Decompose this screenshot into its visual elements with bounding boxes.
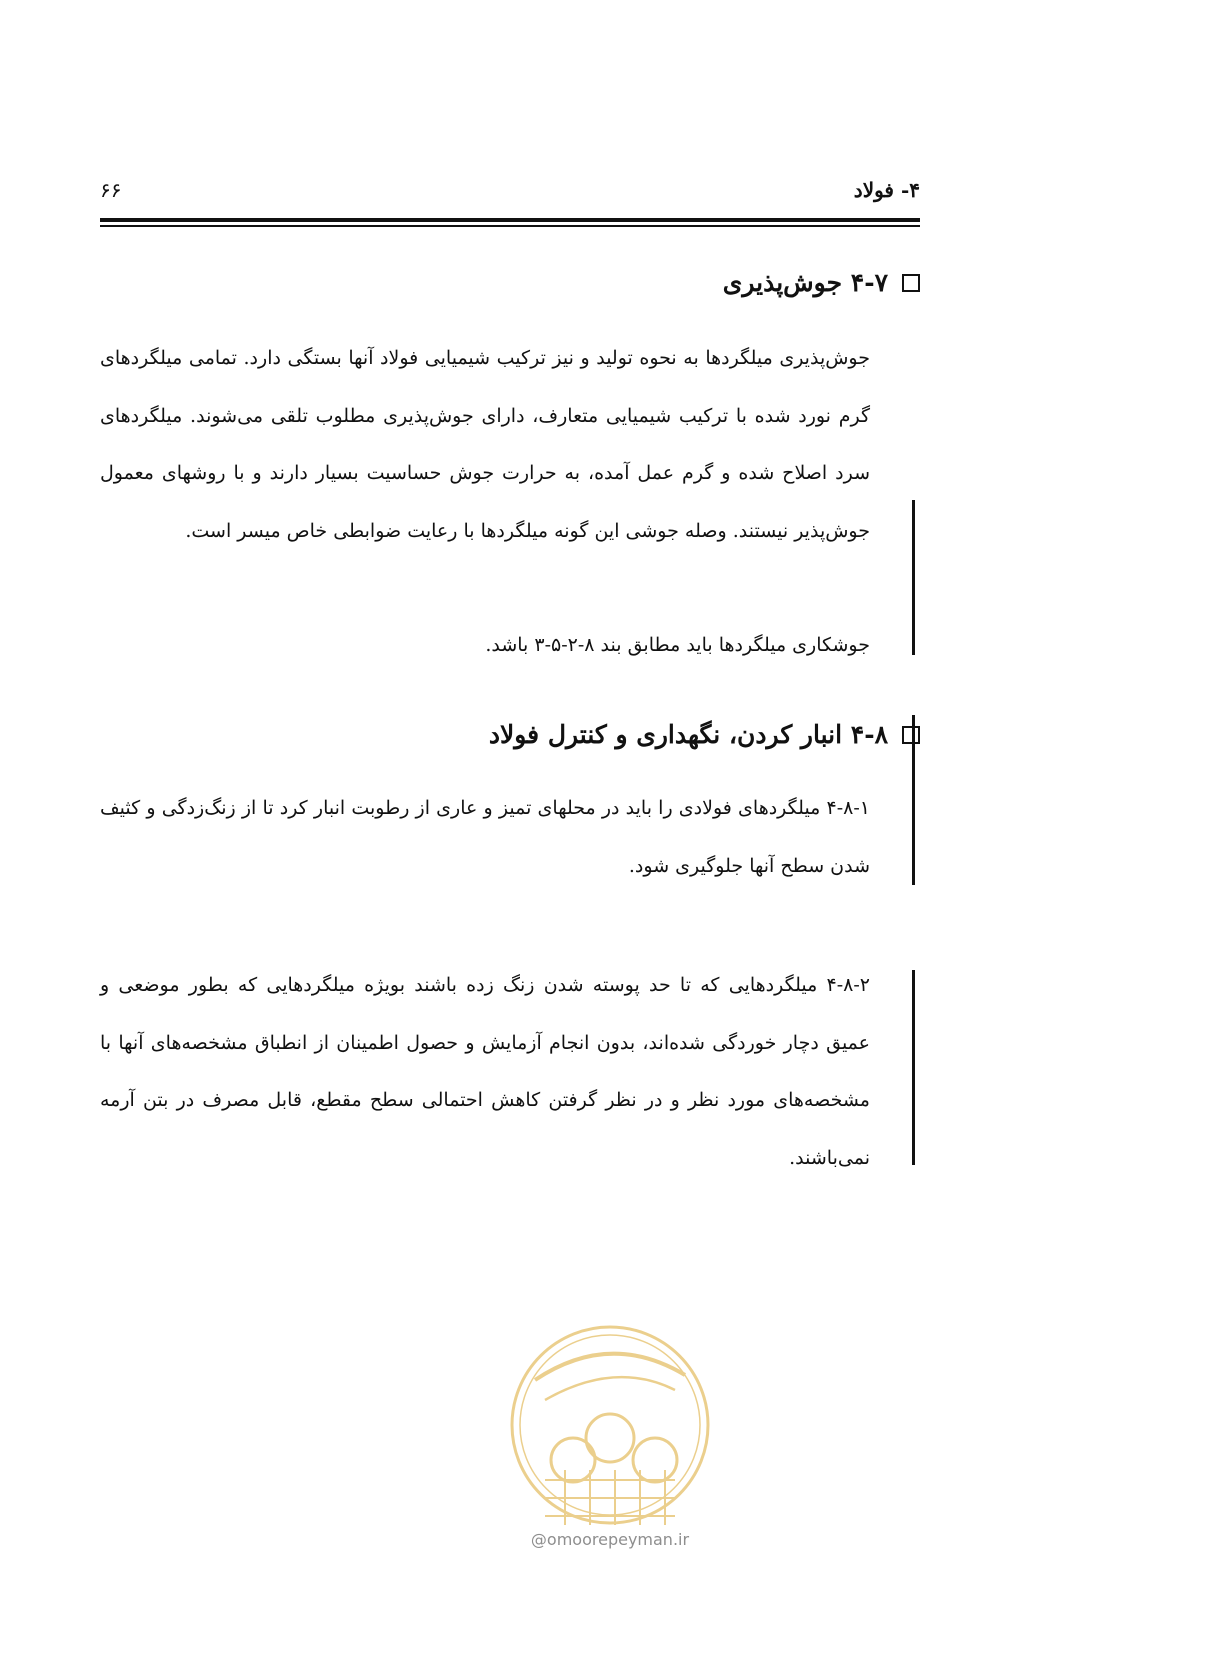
paragraph-welding-clause: جوشکاری میلگردها باید مطابق بند ۸-۲-۵-۳ باشد. <box>485 634 870 656</box>
section-heading-text: ۴-۷ جوش‌پذیری <box>722 268 888 297</box>
change-bar <box>912 500 915 655</box>
checkbox-icon <box>902 274 920 292</box>
running-header <box>100 178 920 208</box>
watermark-url: @omoorepeyman.ir <box>530 1530 690 1549</box>
chapter-title: ۴- فولاد <box>853 178 920 202</box>
section-heading-4-7 <box>100 268 920 297</box>
paragraph-weldability: جوش‌پذیری میلگردها به نحوه تولید و نیز ترکیب شیمیایی فولاد آنها بستگی دارد. تمامی میلگردهای گرم نورد شده با ترکیب شیمیایی متعارف، دارای جوش‌پذیری مطلوب تلقی می‌شوند. میلگردهای سرد اصلاح شده و گرم عمل آمده، به حرارت جوش حساسیت بسیار دارند و با روشهای معمول جوش‌پذیر نیستند. وصله جوشی این گونه میلگردها با رعایت ضوابطی خاص میسر است. <box>100 347 870 542</box>
paragraph-4-8-2: ۴-۸-۲ میلگردهایی که تا حد پوسته شدن زنگ زده باشند بویژه میلگردهایی که بطور موضعی و عمیق دچار خوردگی شده‌اند، بدون انجام آزمایش و حصول اطمینان از انطباق مشخصه‌های آنها با مشخصه‌های مورد نظر و در نظر گرفتن کاهش احتمالی سطح مقطع، قابل مصرف در بتن آرمه نمی‌باشند. <box>100 974 870 1169</box>
section-heading-text: ۴-۸ انبار کردن، نگهداری و کنترل فولاد <box>488 720 888 749</box>
change-bar <box>912 970 915 1165</box>
checkbox-icon <box>902 726 920 744</box>
page-number: ۶۶ <box>100 178 122 202</box>
header-rule-thin <box>100 225 920 227</box>
section-heading-4-8 <box>100 720 920 749</box>
header-rule-thick <box>100 218 920 222</box>
omoore-peyman-seal-icon <box>505 1320 715 1530</box>
paragraph-4-8-1: ۴-۸-۱ میلگردهای فولادی را باید در محلهای تمیز و عاری از رطوبت انبار کرد تا از زنگ‌زدگی و کثیف شدن سطح آنها جلوگیری شود. <box>100 797 870 877</box>
change-bar <box>912 715 915 885</box>
